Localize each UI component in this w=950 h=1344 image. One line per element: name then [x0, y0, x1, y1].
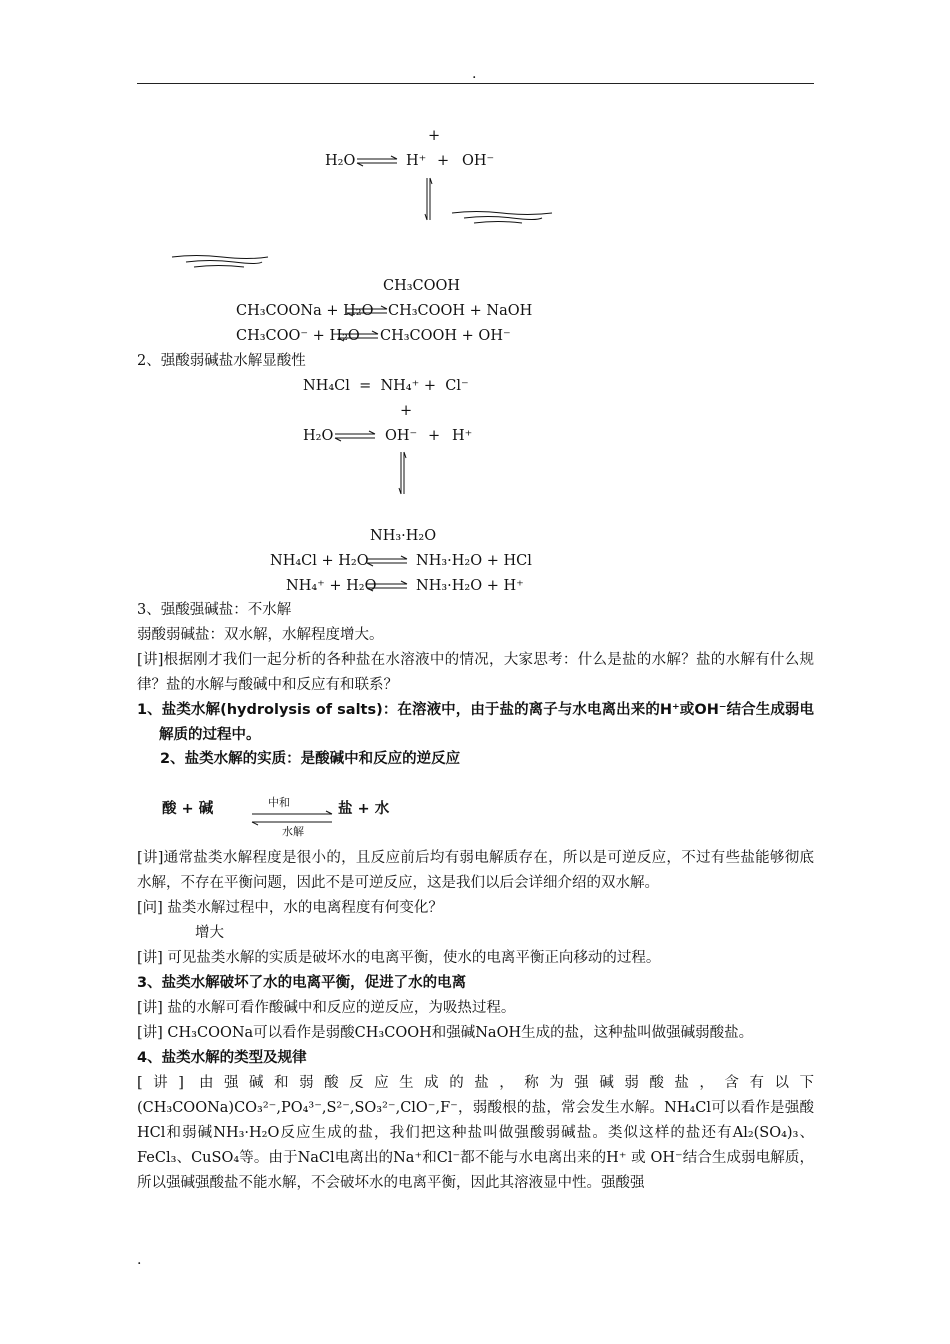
water-formula: H₂O — [325, 153, 356, 169]
paragraph: 3、强酸强碱盐：不水解 — [137, 602, 292, 618]
eq1-left: CH₃COONa + H₂O — [236, 303, 374, 319]
wavy-underline-icon — [450, 209, 554, 229]
hydroxide-ion: OH⁻ — [385, 428, 418, 444]
section-heading: 2、强酸弱碱盐水解显酸性 — [137, 353, 306, 369]
eq1-right: CH₃COOH + NaOH — [388, 303, 533, 319]
definition: 2、盐类水解的实质：是酸碱中和反应的逆反应 — [160, 751, 461, 767]
paragraph: [讲] 可见盐类水解的实质是破坏水的电离平衡，使水的电离平衡正向移动的过程。 — [137, 950, 661, 966]
eq2-left: CH₃COO⁻ + H₂O — [236, 328, 360, 344]
acetic-acid: CH₃COOH — [383, 278, 461, 294]
ionization-equation: NH₄Cl = NH₄⁺ + Cl⁻ — [303, 378, 469, 394]
eq1-right: NH₃·H₂O + HCl — [416, 553, 532, 569]
eq2-right: NH₃·H₂O + H⁺ — [416, 578, 524, 594]
neutralization-left: 酸 + 碱 — [162, 801, 214, 817]
neutralization-label: 中和 — [268, 796, 290, 809]
paragraph: [讲]通常盐类水解程度是很小的，且反应前后均有弱电解质存在，所以是可逆反应，不过有些盐能够彻底水解，不存在平衡问题，因此不是可逆反应，这是我们以后会详细介绍的双水解。 — [137, 850, 814, 891]
question: [问] 盐类水解过程中，水的电离程度有何变化？ — [137, 900, 443, 916]
vertical-equilibrium-arrow-icon — [424, 176, 434, 224]
neutralization-right: 盐 + 水 — [338, 801, 390, 817]
hydrolysis-label: 水解 — [282, 825, 304, 838]
answer: 增大 — [195, 925, 224, 941]
equilibrium-arrow-icon — [336, 330, 382, 342]
plus-sign: + — [400, 403, 413, 419]
paragraph: [讲] CH₃COONa可以看作是弱酸CH₃COOH和强碱NaOH生成的盐，这种盐叫做强碱弱酸盐。 — [137, 1025, 754, 1041]
wavy-underline-icon — [170, 253, 270, 273]
hydrogen-ion: H⁺ — [452, 428, 473, 444]
eq2-left: NH₄⁺ + H₂O — [286, 578, 377, 594]
paragraph: [讲] 由强碱和弱酸反应生成的盐，称为强碱弱酸盐，含有以下(CH₃COONa)CO₃²⁻,PO₄³⁻,S²⁻,SO₃²⁻,ClO⁻,F⁻，弱酸根的盐，常会发生水解。NH₄Cl可以看作是强酸HCl和弱碱NH₃·H₂O反应生成的盐，我们把这种盐叫做强酸弱碱盐。类似这样的盐还有Al₂(SO₄)₃、FeCl₃、CuSO₄等。由于NaCl电离出的Na⁺和Cl⁻都不能与水电离出来的H⁺ 或 OH⁻结合生成弱电解质，所以强碱强酸盐不能水解，不会破坏水的电离平衡，因此其溶液显中性。强酸强 — [137, 1075, 814, 1191]
plus-sign-top: + — [428, 128, 441, 144]
paragraph: 弱酸弱碱盐：双水解，水解程度增大。 — [137, 627, 384, 643]
vertical-equilibrium-arrow-icon — [398, 450, 408, 498]
eq1-left: NH₄Cl + H₂O — [270, 553, 369, 569]
equilibrium-arrow-icon — [333, 430, 379, 442]
ammonia-hydrate: NH₃·H₂O — [370, 528, 437, 544]
section-heading: 4、盐类水解的类型及规律 — [137, 1050, 307, 1066]
section-heading: 3、盐类水解破坏了水的电离平衡，促进了水的电离 — [137, 975, 467, 991]
footer-dot: . — [137, 1252, 142, 1268]
equilibrium-arrow-icon — [355, 155, 401, 167]
plus-sign: + — [428, 428, 441, 444]
hydrogen-ion: H⁺ — [406, 153, 427, 169]
equilibrium-arrow-icon — [365, 555, 411, 567]
hydroxide-ion: OH⁻ — [462, 153, 495, 169]
paragraph: [讲]根据刚才我们一起分析的各种盐在水溶液中的情况，大家思考：什么是盐的水解？盐的水解有什么规律？盐的水解与酸碱中和反应有和联系？ — [137, 652, 814, 693]
paragraph: [讲] 盐的水解可看作酸碱中和反应的逆反应，为吸热过程。 — [137, 1000, 516, 1016]
eq2-right: CH₃COOH + OH⁻ — [380, 328, 511, 344]
header-rule — [137, 83, 814, 84]
plus-sign: + — [437, 153, 450, 169]
equilibrium-arrow-icon — [365, 580, 411, 592]
definition: 1、盐类水解(hydrolysis of salts)：在溶液中，由于盐的离子与水电离出来的H⁺或OH⁻结合生成弱电解质的过程中。 — [137, 702, 814, 743]
equilibrium-arrow-icon — [345, 305, 391, 317]
water-formula: H₂O — [303, 428, 334, 444]
header-dot: . — [472, 66, 477, 82]
